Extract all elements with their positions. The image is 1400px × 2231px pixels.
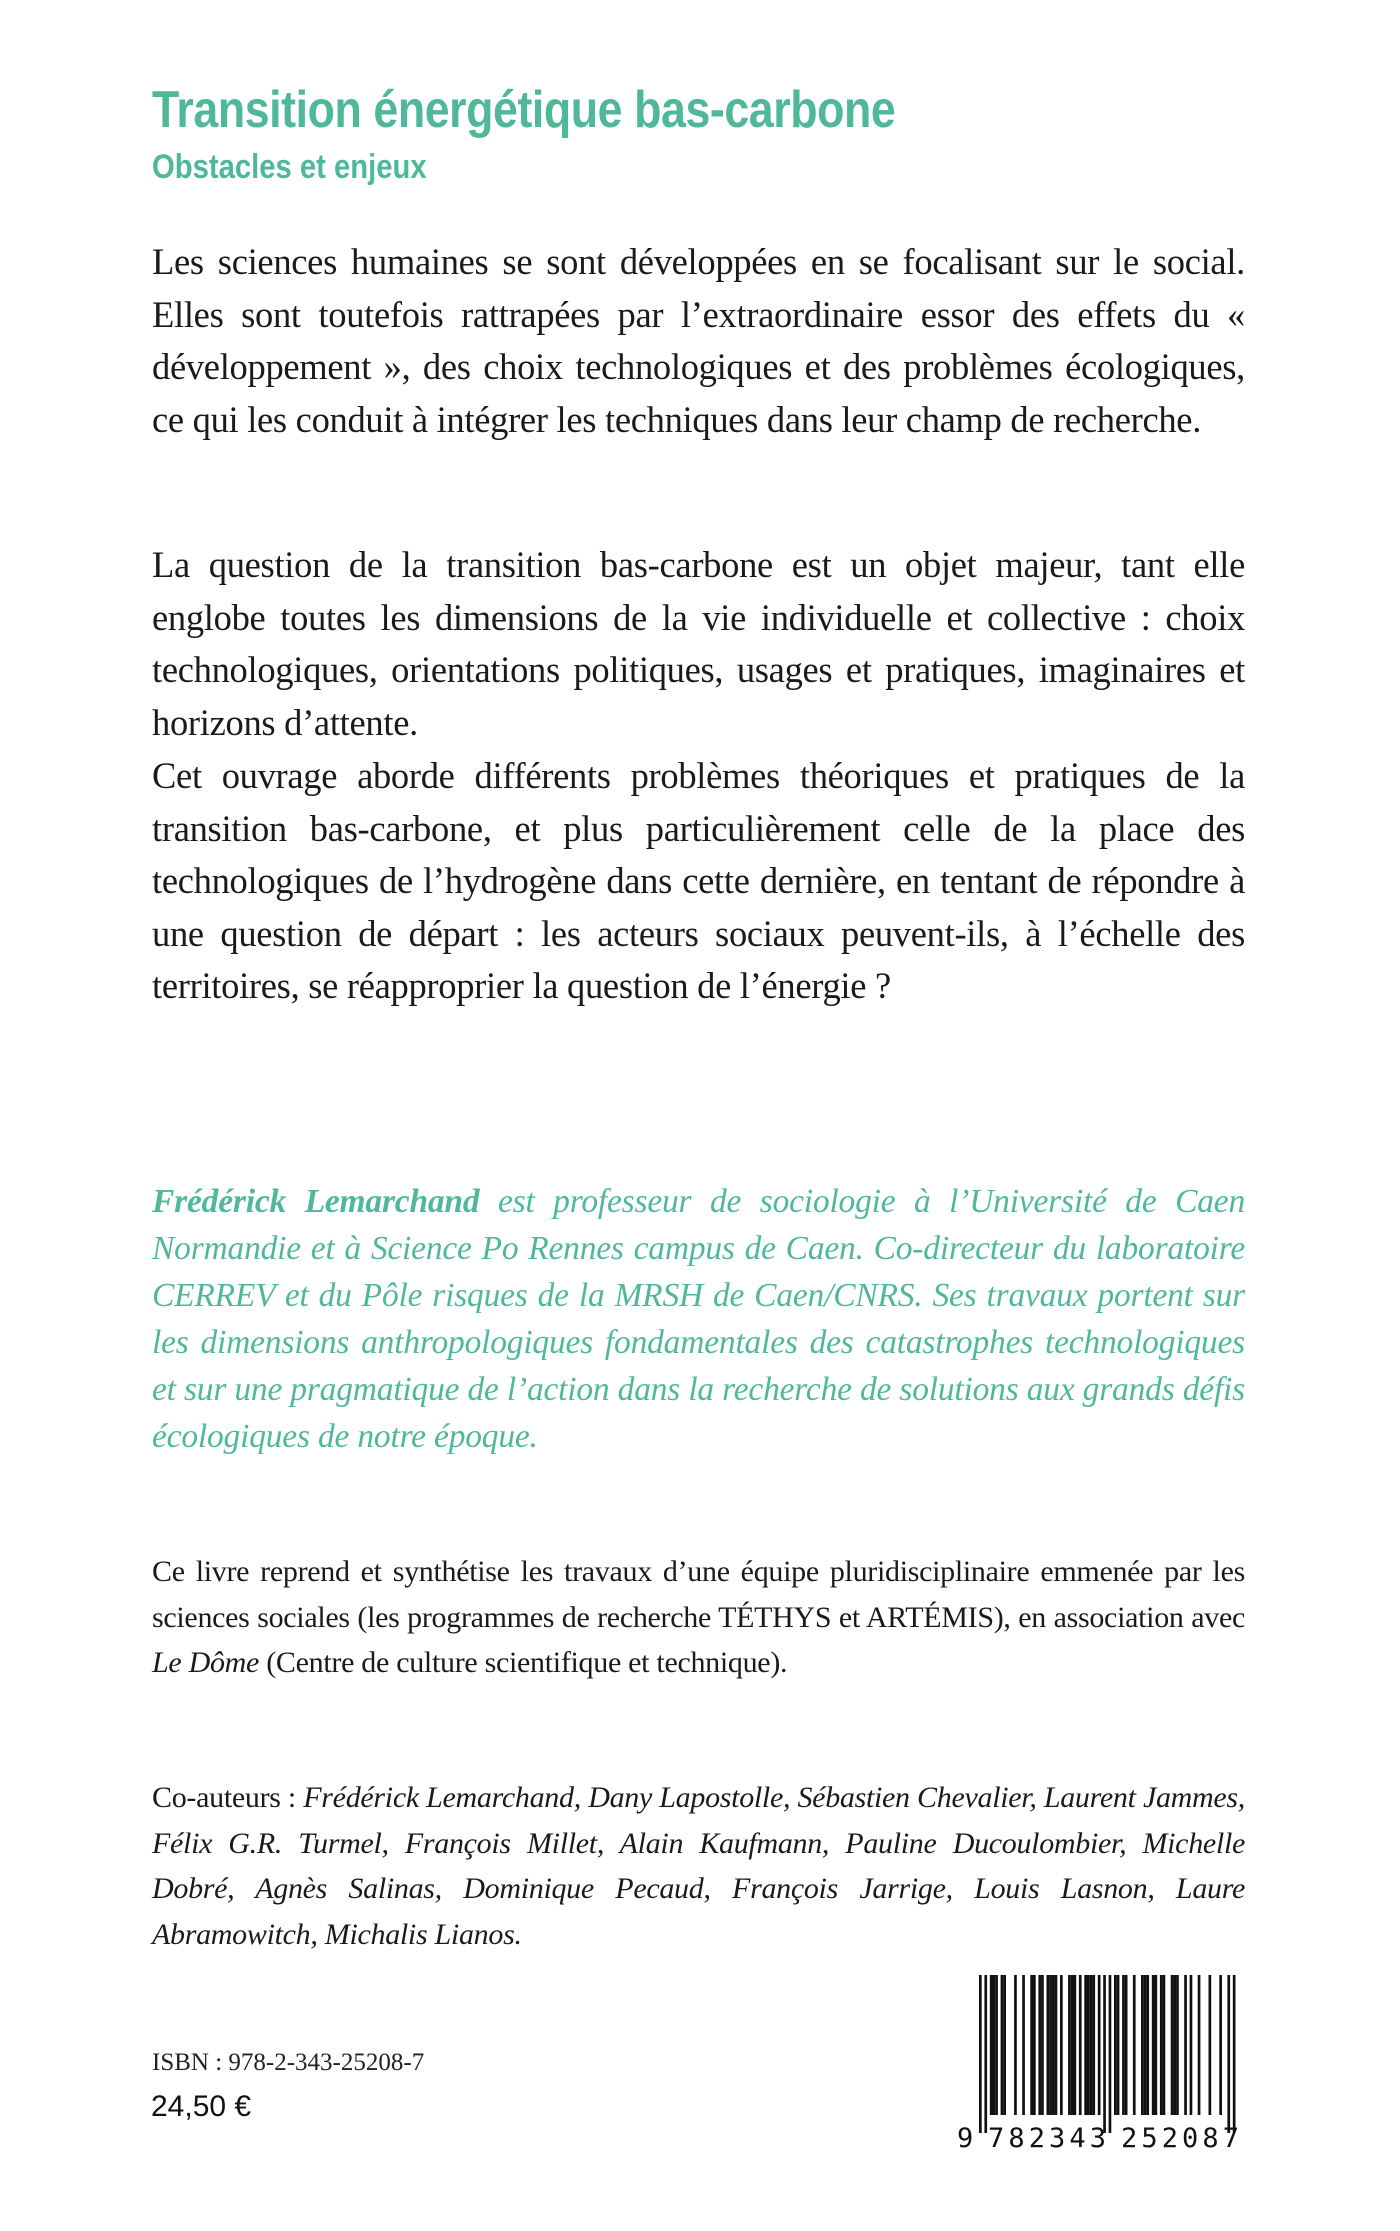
barcode-bar <box>1155 1975 1158 2115</box>
barcode-bar <box>1074 1975 1077 2115</box>
barcode-bar <box>1133 1975 1136 2115</box>
barcode-bar <box>1171 1975 1174 2115</box>
barcode-graphic <box>955 1960 1255 2160</box>
barcode-right-digits: 252087 <box>1121 2123 1239 2154</box>
barcode-bar <box>1227 1975 1230 2133</box>
barcode-bar <box>1090 1975 1093 2115</box>
barcode-bar <box>1109 1975 1112 2133</box>
author-bio <box>152 1178 1245 1460</box>
barcode-bar <box>1146 1975 1149 2115</box>
barcode-bar <box>1122 1975 1125 2115</box>
barcode-bar <box>1079 1975 1082 2115</box>
barcode-bar <box>1141 1975 1144 2115</box>
partner-name: Le Dôme <box>152 1646 260 1679</box>
barcode-bar <box>1041 1975 1044 2115</box>
barcode-bar <box>1114 1975 1117 2115</box>
barcode-bar <box>984 1975 987 2133</box>
summary-paragraph-2: La question de la transition bas-carbone est un objet majeur, tant elle englobe toutes les dimensions de la vie individuelle et collective : choix technologiques, orientations politiques, usages et pratiques, imaginaires et horizons d’attente. <box>152 544 1245 743</box>
barcode-bar <box>1068 1975 1071 2115</box>
coauthors-names: Frédérick Lemarchand, Dany Lapostolle, Sébastien Chevalier, Laurent Jammes, Félix G.R. Turmel, François Millet, Alain Kaufmann, Pauline Ducoulombier, Michelle Dobré, Agnès Salinas, Dominique Pecaud, François Jarrige, Louis Lasnon, Laure Abramowitch, Michalis Lianos. <box>152 1781 1245 1951</box>
barcode-digits <box>957 2123 1239 2154</box>
barcode-bar <box>1190 1975 1193 2115</box>
barcode-bar <box>1103 1975 1106 2133</box>
barcode-bar <box>1092 1975 1095 2115</box>
about-book-text-before: Ce livre reprend et synthétise les travaux d’une équipe pluridisciplinaire emmenée par les sciences sociales (les programmes de recherche TÉTHYS et ARTÉMIS), en association avec <box>152 1555 1245 1634</box>
barcode-bars <box>979 1975 1236 2133</box>
barcode-bar <box>1052 1975 1055 2115</box>
barcode-bar <box>1047 1975 1050 2115</box>
barcode-bar <box>993 1975 996 2115</box>
book-subtitle: Obstacles et enjeux <box>152 148 427 186</box>
barcode-bar <box>1014 1975 1017 2115</box>
summary-paragraph-3: Cet ouvrage aborde différents problèmes théoriques et pratiques de la transition bas-carbone, et plus particulièrement celle de la place des technologiques de l’hydrogène dans cette dernière, en tentant de répondre à une question de départ : les acteurs sociaux peuvent-ils, à l’échelle des territoires, se réapproprier la question de l’énergie ? <box>152 755 1245 1006</box>
barcode-bar <box>1003 1975 1006 2115</box>
author-name: Frédérick Lemarchand <box>152 1183 480 1220</box>
barcode-bar <box>1001 1975 1004 2115</box>
barcode-bar <box>1152 1975 1155 2115</box>
book-title: Transition énergétique bas-carbone <box>152 81 896 139</box>
barcode-bar <box>1071 1975 1074 2115</box>
barcode-bar <box>1049 1975 1052 2115</box>
barcode-bar <box>1030 1975 1033 2115</box>
barcode-bar <box>1144 1975 1147 2115</box>
barcode-bar <box>1087 1975 1090 2115</box>
barcode-bar <box>1033 1975 1036 2115</box>
price: 24,50 € <box>151 2090 252 2123</box>
barcode-bar <box>990 1975 993 2115</box>
barcode-bar <box>1117 1975 1120 2115</box>
barcode-bar <box>1060 1975 1063 2115</box>
barcode-bar <box>979 1975 982 2133</box>
isbn: ISBN : 978-2-343-25208-7 <box>152 2049 425 2076</box>
barcode-bar <box>1184 1975 1187 2115</box>
barcode-bar <box>1098 1975 1101 2115</box>
coauthors-label: Co-auteurs : <box>152 1781 304 1814</box>
summary-paragraph-1: Les sciences humaines se sont développées en se focalisant sur le social. Elles sont toutefois rattrapées par l’extraordinaire essor des effets du « développement », des choix technologiques et des problèmes écologiques, ce qui les conduit à intégrer les techniques dans leur champ de recherche. <box>152 241 1245 440</box>
barcode-bar <box>1209 1975 1212 2115</box>
barcode-bar <box>1233 1975 1236 2133</box>
barcode-bar <box>1173 1975 1176 2115</box>
barcode-bar <box>1055 1975 1058 2115</box>
barcode-bar <box>1125 1975 1128 2115</box>
barcode-bar <box>1084 1975 1087 2115</box>
about-book-text-after: (Centre de culture scientifique et technique). <box>259 1646 788 1679</box>
barcode-left-digits: 782343 <box>988 2123 1106 2154</box>
author-bio-text: est professeur de sociologie à l’Université de Caen Normandie et à Science Po Rennes campus de Caen. Co-directeur du laboratoire CERREV et du Pôle risques de la MRSH de Caen/CNRS. Ses travaux portent sur les dimensions anthropologiques fondamentales des catastrophes technologiques et sur une pragmatique de l’action dans la recherche de solutions aux grands défis écologiques de notre époque. <box>152 1183 1246 1455</box>
barcode-bar <box>1219 1975 1222 2115</box>
barcode-bar <box>1198 1975 1201 2115</box>
about-book-paragraph <box>152 1549 1245 1686</box>
barcode-lead-digit: 9 <box>957 2123 974 2154</box>
barcode-bar <box>1038 1975 1041 2115</box>
coauthors-paragraph <box>152 1775 1245 1957</box>
barcode-bar <box>1176 1975 1179 2115</box>
barcode-bar <box>1160 1975 1163 2115</box>
barcode-bar <box>995 1975 998 2115</box>
barcode-bar <box>1022 1975 1025 2115</box>
isbn-barcode <box>955 1960 1255 2160</box>
barcode-bar <box>1163 1975 1166 2115</box>
